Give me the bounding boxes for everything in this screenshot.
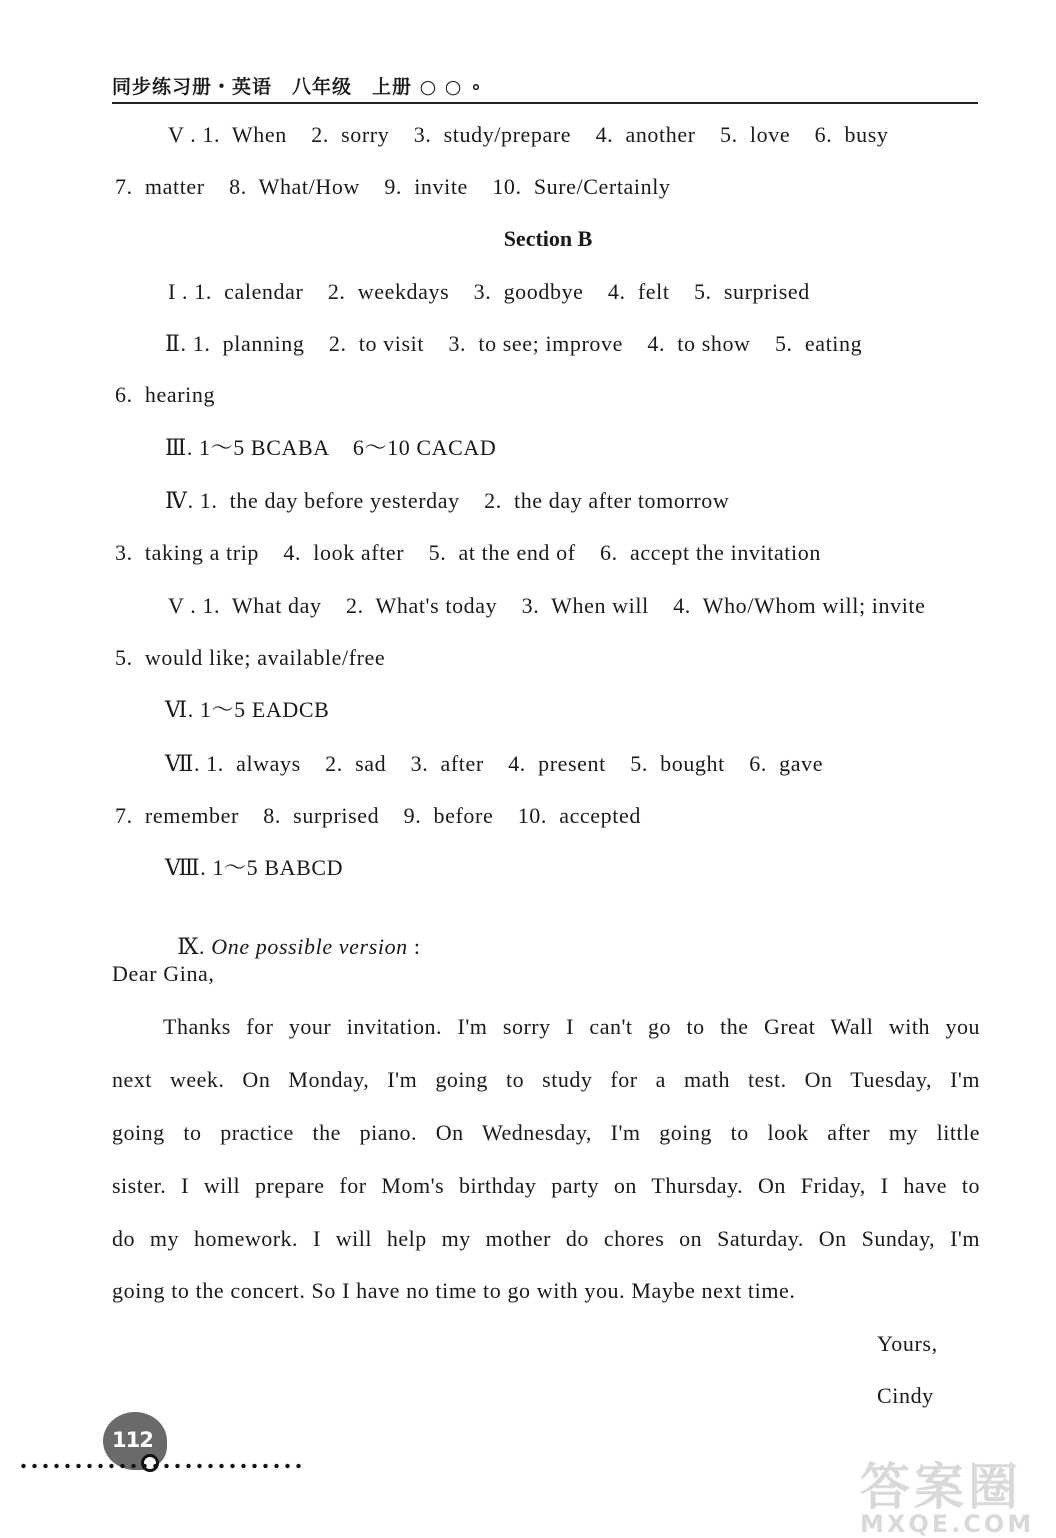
answer-line-v-b1: V . 1. What day 2. What's today 3. When will 4. Who/Whom will; invite	[168, 593, 926, 618]
watermark-logo	[860, 1458, 1050, 1538]
watermark-sub: MXQE.COM	[860, 1510, 1035, 1538]
answer-line-iv-2: 3. taking a trip 4. look after 5. at the end of 6. accept the invitation	[115, 540, 821, 565]
answer-line-v-a2: 7. matter 8. What/How 9. invite 10. Sure/Certainly	[115, 174, 671, 199]
page-number: 112	[112, 1428, 153, 1452]
answer-line-vii-1: Ⅶ. 1. always 2. sad 3. after 4. present 5. bought 6. gave	[165, 751, 824, 776]
answer-line-v-b2: 5. would like; available/free	[115, 645, 386, 670]
answer-line-iv-1: Ⅳ. 1. the day before yesterday 2. the day after tomorrow	[165, 488, 730, 513]
answer-line-viii: Ⅷ. 1～5 BABCD	[165, 855, 344, 880]
page-header: 同步练习册・英语 八年级 上册 ○ ○ ∘	[112, 74, 978, 104]
letter-line-3: going to practice the piano. On Wednesday, I'm going to look after my little	[112, 1120, 980, 1145]
answer-line-iii: Ⅲ. 1～5 BCABA 6～10 CACAD	[165, 435, 497, 460]
letter-line-4: sister. I will prepare for Mom's birthday party on Thursday. On Friday, I have to	[112, 1173, 980, 1198]
answer-line-ix	[165, 908, 421, 960]
watermark-main: 答案圈	[860, 1458, 1022, 1516]
answer-line-i: I . 1. calendar 2. weekdays 3. goodbye 4. felt 5. surprised	[168, 279, 810, 304]
ix-number: Ⅸ.	[177, 934, 212, 959]
letter-line-2: next week. On Monday, I'm going to study for a math test. On Tuesday, I'm	[112, 1067, 980, 1092]
answer-line-ii-2: 6. hearing	[115, 382, 216, 407]
answer-line-v-a1: V . 1. When 2. sorry 3. study/prepare 4. another 5. love 6. busy	[168, 122, 889, 147]
answer-line-ii-1: Ⅱ. 1. planning 2. to visit 3. to see; improve 4. to show 5. eating	[165, 331, 863, 356]
letter-line-5: do my homework. I will help my mother do chores on Saturday. On Sunday, I'm	[112, 1226, 980, 1251]
section-title: Section B	[503, 226, 593, 251]
ix-label: One possible version	[211, 934, 408, 959]
letter-closing: Yours,	[877, 1331, 938, 1356]
ix-colon: :	[407, 934, 421, 959]
letter-line-6: going to the concert. So I have no time to go with you. Maybe next time.	[112, 1278, 796, 1303]
letter-greeting: Dear Gina,	[112, 961, 215, 986]
letter-line-1: Thanks for your invitation. I'm sorry I can't go to the Great Wall with you	[163, 1014, 980, 1039]
letter-signature: Cindy	[877, 1383, 934, 1408]
answer-line-vi: Ⅵ. 1～5 EADCB	[165, 697, 330, 722]
footer-dotted-line	[18, 1463, 303, 1469]
answer-line-vii-2: 7. remember 8. surprised 9. before 10. accepted	[115, 803, 641, 828]
